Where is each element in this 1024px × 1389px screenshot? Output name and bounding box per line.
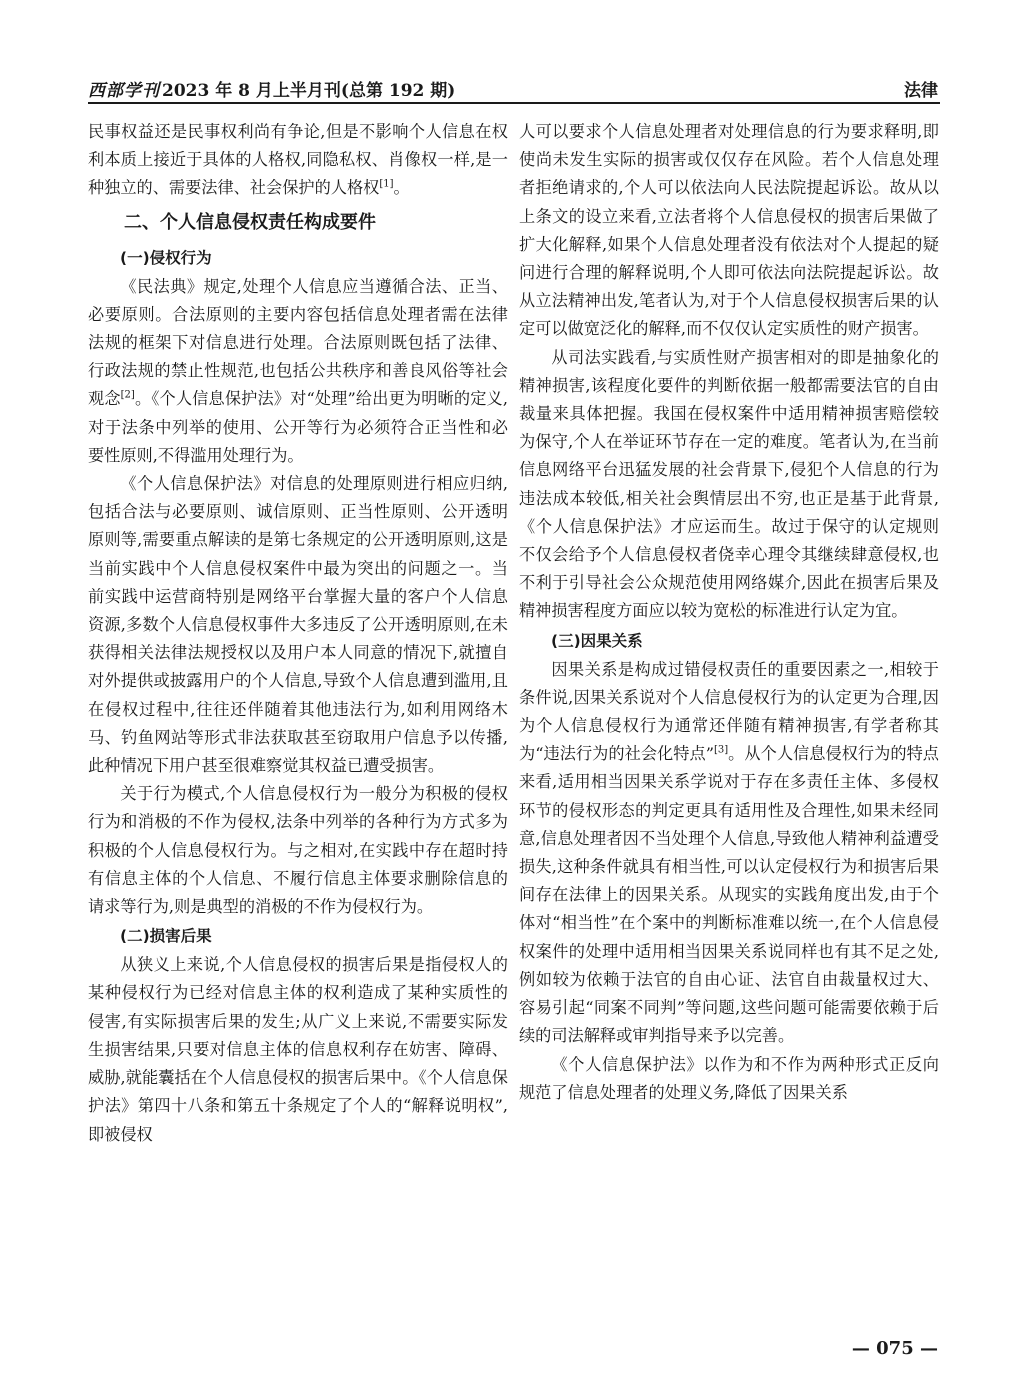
section-heading: 二、个人信息侵权责任构成要件 (124, 211, 376, 233)
citation: [3] (713, 744, 729, 756)
subsection-heading: (二)损害后果 (120, 927, 212, 946)
paragraph: 关于行为模式,个人信息侵权行为一般分为积极的侵权行为和消极的不作为侵权,法条中列举的各种行为方式多为积极的个人信息侵权行为。与之相对,在实践中存在超时持有信息主体的个人信息、不履行信息主体要求删除信息的请求等行为,则是典型的消极的不作为侵权行为。 (88, 784, 508, 917)
paragraph: 《个人信息保护法》对信息的处理原则进行相应归纳,包括合法与必要原则、诚信原则、正当性原则、公开透明原则等,需要重点解读的是第七条规定的公开透明原则,这是当前实践中个人信息侵权案件中最为突出的问题之一。当前实践中运营商特别是网络平台掌握大量的客户个人信息资源,多数个人信息侵权事件大多违反了公开透明原则,在未获得相关法律法规授权以及用户本人同意的情况下,就擅自对外提供或披露用户的个人信息,导致个人信息遭到滥用,且在侵权过程中,往往还伴随着其他违法行为,如利用网络木马、钓鱼网站等形式非法获取甚至窃取用户信息予以传播,此种情况下用户甚至很难察觉其权益已遭受损害。 (88, 474, 508, 776)
paragraph: 民事权益还是民事权利尚有争论,但是不影响个人信息在权利本质上接近于具体的人格权,同隐私权、肖像权一样,是一种独立的、需要法律、社会保护的人格权[1]。 (88, 122, 508, 198)
paragraph: 从司法实践看,与实质性财产损害相对的即是抽象化的精神损害,该程度化要件的判断依据一般都需要法官的自由裁量来具体把握。我国在侵权案件中适用精神损害赔偿较为保守,个人在举证环节存在一定的难度。笔者认为,在当前信息网络平台迅猛发展的社会背景下,侵犯个人信息的行为违法成本较低,相关社会舆情层出不穷,也正是基于此背景,《个人信息保护法》才应运而生。故过于保守的认定规则不仅会给予个人信息侵权者侥幸心理令其继续肆意侵权,也不利于引导社会公众规范使用网络媒介,因此在损害后果及精神损害程度方面应以较为宽松的标准进行认定为宜。 (519, 347, 939, 621)
issue-info: 2023 年 8 月上半月刊(总第 192 期) (162, 81, 456, 101)
section-name: 法律 (904, 81, 938, 101)
paragraph: 人可以要求个人信息处理者对处理信息的行为要求释明,即使尚未发生实际的损害或仅仅存在风险。若个人信息处理者拒绝请求的,个人可以依法向人民法院提起诉讼。故从以上条文的设立来看,立法者将个人信息侵权的损害后果做了扩大化解释,如果个人信息处理者没有依法对个人提起的疑问进行合理的解释说明,个人即可依法向法院提起诉讼。故从立法精神出发,笔者认为,对于个人信息侵权损害后果的认定可以做宽泛化的解释,而不仅仅认定实质性的财产损害。 (519, 122, 939, 339)
citation: [2] (120, 390, 135, 402)
journal-issue (88, 76, 455, 101)
citation: [1] (379, 179, 394, 191)
subsection-heading: (一)侵权行为 (120, 248, 212, 267)
page-number: — 075 — (851, 1338, 938, 1359)
paragraph: 从狭义上来说,个人信息侵权的损害后果是指侵权人的某种侵权行为已经对信息主体的权利造成了某种实质性的侵害,有实际损害后果的发生;从广义上来说,不需要实际发生损害结果,只要对信息主体的信息权利存在妨害、障碍、威胁,就能囊括在个人信息侵权的损害后果中。《个人信息保护法》第四十八条和第五十条规定了个人的“解释说明权”,即被侵权 (88, 955, 508, 1144)
paragraph: 《民法典》规定,处理个人信息应当遵循合法、正当、必要原则。合法原则的主要内容包括信息处理者需在法律法规的框架下对信息进行处理。合法原则既包括了法律、行政法规的禁止性规范,也包括公共秩序和善良风俗等社会观念[2]。《个人信息保护法》对“处理”给出更为明晰的定义,对于法条中列举的使用、公开等行为必须符合正当性和必要性原则,不得滥用处理行为。 (88, 276, 508, 465)
paragraph: 因果关系是构成过错侵权责任的重要因素之一,相较于条件说,因果关系说对个人信息侵权行为的认定更为合理,因为个人信息侵权行为通常还伴随有精神损害,有学者称其为“违法行为的社会化特点”[3]。从个人信息侵权行为的特点来看,适用相当因果关系学说对于存在多责任主体、多侵权环节的侵权形态的判定更具有适用性及合理性,如果未经同意,信息处理者因不当处理个人信息,导致他人精神利益遭受损失,这种条件就具有相当性,可以认定侵权行为和损害后果间存在法律上的因果关系。从现实的实践角度出发,由于个体对“相当性”在个案中的判断标准难以统一,在个人信息侵权案件的处理中适用相当因果关系说同样也有其不足之处,例如较为依赖于法官的自由心证、法官自由裁量权过大、容易引起“同案不同判”等问题,这些问题可能需要依赖于后续的司法解释或审判指导来予以完善。 (519, 659, 939, 1046)
paragraph: 《个人信息保护法》以作为和不作为两种形式正反向规范了信息处理者的处理义务,降低了因果关系 (519, 1054, 939, 1102)
subsection-heading: (三)因果关系 (551, 631, 643, 650)
left-column (88, 118, 508, 1149)
journal-logo: 西部学刊 (88, 81, 160, 101)
right-column (519, 118, 939, 1107)
running-header (88, 72, 940, 104)
